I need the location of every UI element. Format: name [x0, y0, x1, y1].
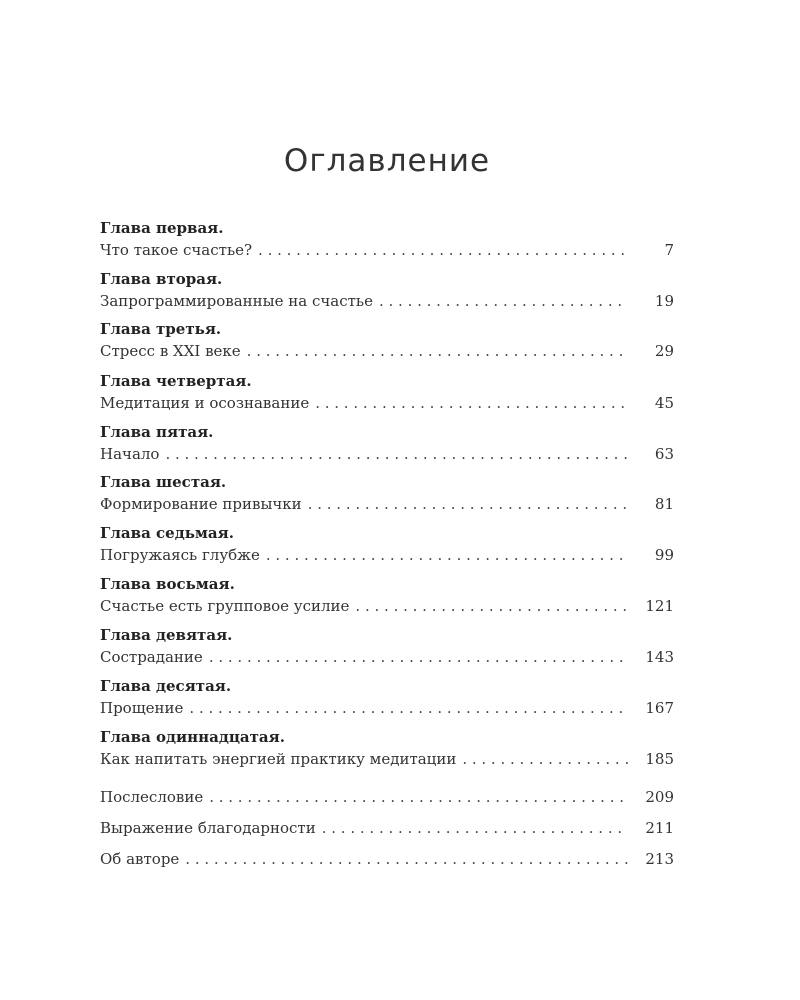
page-number: 185	[645, 750, 674, 768]
dot-leader	[315, 391, 628, 415]
page-number: 19	[654, 292, 674, 310]
toc-entry[interactable]	[100, 339, 674, 363]
chapter-3	[100, 319, 674, 363]
chapter-heading: Глава шестая.	[100, 473, 227, 491]
chapter-heading: Глава восьмая.	[100, 575, 235, 593]
entry-title: Погружаясь глубже	[100, 546, 260, 564]
chapter-heading: Глава седьмая.	[100, 524, 234, 542]
page-number: 209	[645, 788, 674, 806]
chapter-heading: Глава вторая.	[100, 270, 223, 288]
dot-leader	[258, 238, 628, 262]
page-number: 81	[654, 495, 674, 513]
chapter-6	[100, 472, 674, 516]
entry-title: Что такое счастье?	[100, 241, 253, 259]
toc-entry[interactable]	[100, 289, 674, 313]
entry-title: Прощение	[100, 699, 184, 717]
entry-title: Формирование привычки	[100, 495, 302, 513]
dot-leader	[266, 543, 628, 567]
toc-entry[interactable]	[100, 847, 674, 871]
chapter-9	[100, 625, 674, 669]
dot-leader	[185, 847, 628, 871]
dot-leader	[189, 696, 628, 720]
entry-title: Стресс в XXI веке	[100, 342, 241, 360]
page-number: 99	[654, 546, 674, 564]
chapter-8	[100, 574, 674, 618]
chapter-10	[100, 676, 674, 720]
chapter-4	[100, 371, 674, 415]
dot-leader	[379, 289, 628, 313]
toc-entry[interactable]	[100, 594, 674, 618]
toc-entry[interactable]	[100, 645, 674, 669]
entry-title: Счастье есть групповое усилие	[100, 597, 350, 615]
toc-entry[interactable]	[100, 816, 674, 840]
chapter-heading: Глава одиннадцатая.	[100, 728, 285, 746]
toc-entry[interactable]	[100, 696, 674, 720]
dot-leader	[247, 339, 628, 363]
entry-title: Выражение благодарности	[100, 819, 316, 837]
toc-entry[interactable]	[100, 785, 674, 809]
page-number: 121	[645, 597, 674, 615]
chapter-heading: Глава четвертая.	[100, 372, 252, 390]
page-number: 45	[654, 394, 674, 412]
toc-entry[interactable]	[100, 543, 674, 567]
page-number: 211	[645, 819, 674, 837]
toc-entry[interactable]	[100, 492, 674, 516]
toc-entry[interactable]	[100, 442, 674, 466]
chapter-5	[100, 422, 674, 466]
dot-leader	[308, 492, 628, 516]
chapter-heading: Глава пятая.	[100, 423, 214, 441]
page-title: Оглавление	[283, 143, 491, 179]
entry-title: Сострадание	[100, 648, 203, 666]
page-number: 167	[645, 699, 674, 717]
entry-title: Запрограммированные на счастье	[100, 292, 373, 310]
chapter-7	[100, 523, 674, 567]
toc-entry[interactable]	[100, 747, 674, 771]
dot-leader	[209, 785, 628, 809]
dot-leader	[165, 442, 628, 466]
page-number: 7	[664, 241, 674, 259]
toc-entry[interactable]	[100, 391, 674, 415]
chapter-1	[100, 218, 674, 262]
page-number: 29	[654, 342, 674, 360]
page-number: 63	[654, 445, 674, 463]
chapter-heading: Глава первая.	[100, 219, 224, 237]
toc-entry[interactable]	[100, 238, 674, 262]
chapter-heading: Глава девятая.	[100, 626, 233, 644]
entry-title: Об авторе	[100, 850, 180, 868]
page-number: 213	[645, 850, 674, 868]
entry-title: Медитация и осознавание	[100, 394, 310, 412]
entry-title: Начало	[100, 445, 160, 463]
dot-leader	[462, 747, 628, 771]
about-author-entry	[100, 847, 674, 871]
dot-leader	[209, 645, 628, 669]
entry-title: Послесловие	[100, 788, 204, 806]
page-number: 143	[645, 648, 674, 666]
chapter-heading: Глава третья.	[100, 320, 222, 338]
acknowledgements-entry	[100, 816, 674, 840]
chapter-heading: Глава десятая.	[100, 677, 232, 695]
entry-title: Как напитать энергией практику медитации	[100, 750, 457, 768]
chapter-2	[100, 269, 674, 313]
afterword-entry	[100, 785, 674, 809]
dot-leader	[355, 594, 628, 618]
dot-leader	[322, 816, 628, 840]
chapter-11	[100, 727, 674, 771]
